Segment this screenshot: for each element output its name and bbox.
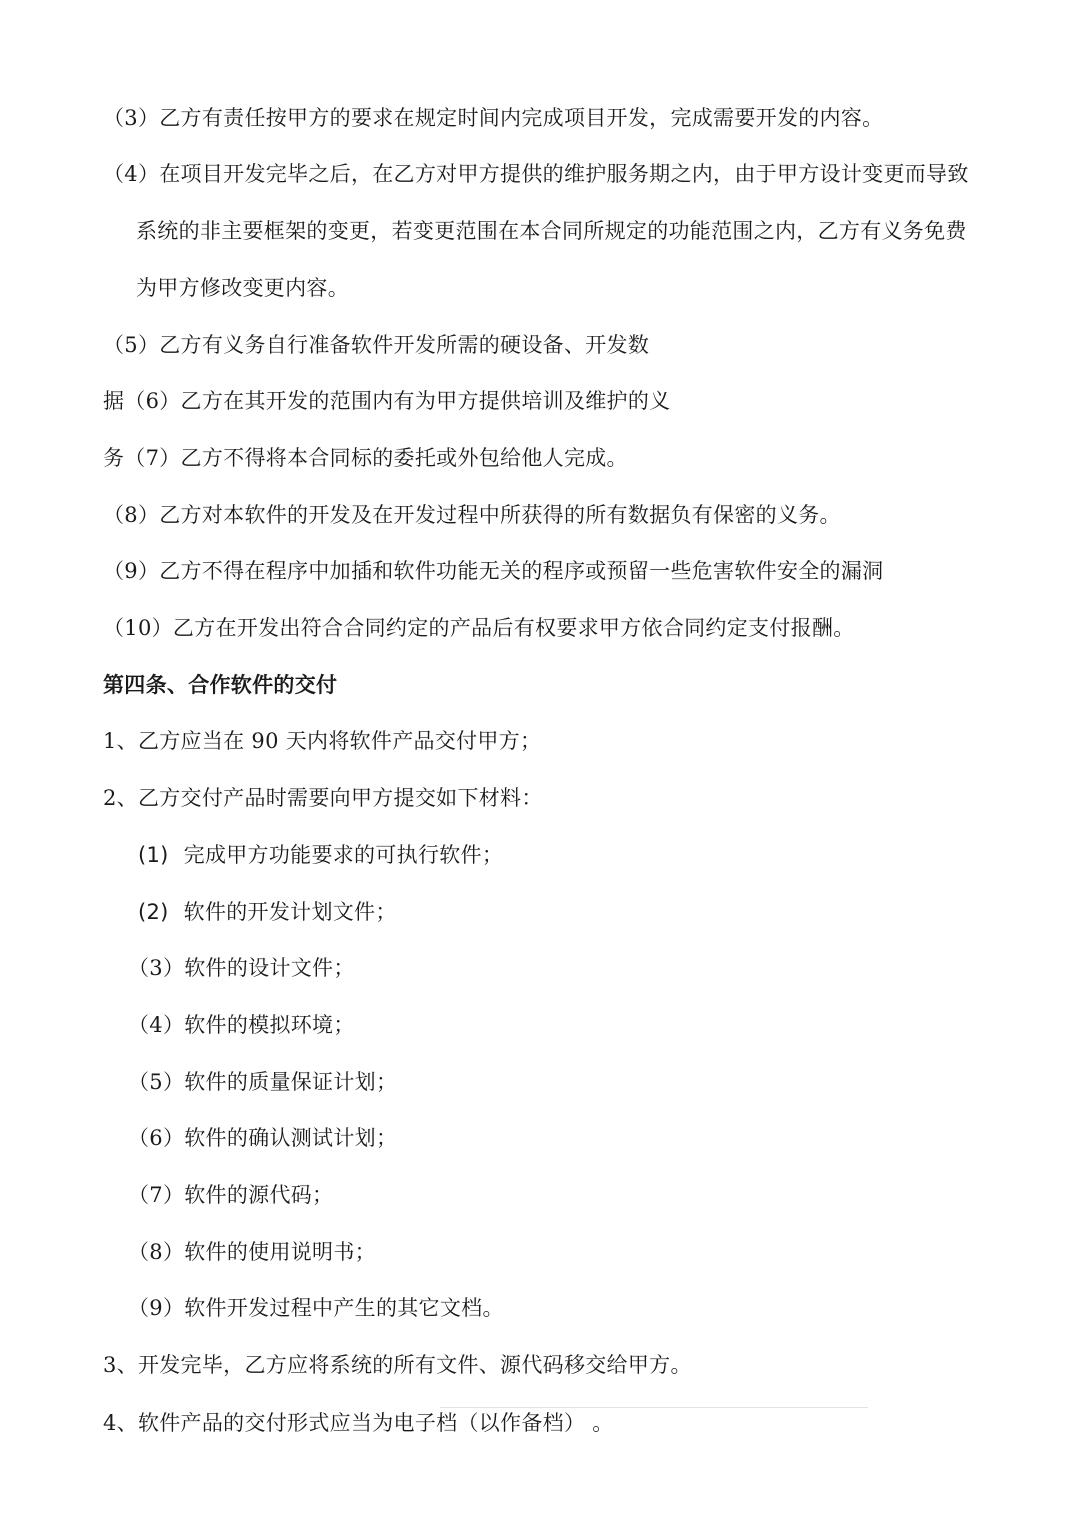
section-heading: 第四条、合作软件的交付 xyxy=(103,673,338,697)
material-item-9: （9）软件开发过程中产生的其它文档。 xyxy=(128,1296,504,1320)
clause-line-10: （10）乙方在开发出符合合同约定的产品后有权要求甲方依合同约定支付报酬。 xyxy=(103,616,855,640)
clause-line-6: 据（6）乙方在其开发的范围内有为甲方提供培训及维护的义 xyxy=(103,389,671,413)
clause-line-9: （9）乙方不得在程序中加插和软件功能无关的程序或预留一些危害软件安全的漏洞 xyxy=(103,559,884,583)
material-item-7: （7）软件的源代码； xyxy=(128,1183,334,1207)
material-item-4: （4）软件的模拟环境； xyxy=(128,1013,355,1037)
material-item-3: （3）软件的设计文件； xyxy=(128,956,355,980)
delivery-item-1: 1、乙方应当在 90 天内将软件产品交付甲方； xyxy=(103,729,542,753)
material-item-8: （8）软件的使用说明书； xyxy=(128,1240,376,1264)
clause-line-4-cont-2: 为甲方修改变更内容。 xyxy=(136,276,349,300)
clause-line-7: 务（7）乙方不得将本合同标的委托或外包给他人完成。 xyxy=(103,446,628,470)
clause-line-5: （5）乙方有义务自行准备软件开发所需的硬设备、开发数 xyxy=(103,333,650,357)
material-text: 完成甲方功能要求的可执行软件； xyxy=(183,843,504,867)
material-item-2 xyxy=(138,897,397,927)
material-marker: (1) xyxy=(138,843,169,867)
clause-line-3: （3）乙方有责任按甲方的要求在规定时间内完成项目开发，完成需要开发的内容。 xyxy=(103,106,884,130)
clause-line-8: （8）乙方对本软件的开发及在开发过程中所获得的所有数据负有保密的义务。 xyxy=(103,503,841,527)
delivery-item-2: 2、乙方交付产品时需要向甲方提交如下材料： xyxy=(103,786,543,810)
material-item-6: （6）软件的确认测试计划； xyxy=(128,1126,398,1150)
material-item-5: （5）软件的质量保证计划； xyxy=(128,1070,398,1094)
clause-line-4: （4）在项目开发完毕之后，在乙方对甲方提供的维护服务期之内，由于甲方设计变更而导致 xyxy=(103,162,969,186)
closing-item-3: 3、开发完毕，乙方应将系统的所有文件、源代码移交给甲方。 xyxy=(103,1353,692,1377)
material-text: 软件的开发计划文件； xyxy=(183,900,397,924)
closing-item-4: 4、软件产品的交付形式应当为电子档（以作备档） 。 xyxy=(103,1411,614,1435)
material-item-1 xyxy=(138,840,503,870)
clause-line-4-cont-1: 系统的非主要框架的变更，若变更范围在本合同所规定的功能范围之内，乙方有义务免费 xyxy=(136,219,967,243)
material-marker: (2) xyxy=(138,900,169,924)
